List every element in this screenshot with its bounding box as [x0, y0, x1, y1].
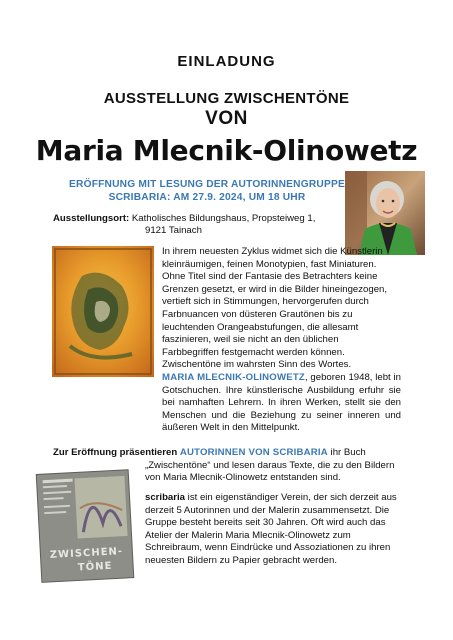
- opening-announcement-line1: ERÖFFNUNG MIT LESUNG DER AUTORINNENGRUPPE: [69, 179, 345, 190]
- opening-lead-rest: ihr Buch: [327, 447, 366, 458]
- scribaria-name: scribaria: [145, 492, 186, 503]
- artwork-image: [52, 246, 154, 377]
- opening-line3: von Maria Mlecnik-Olinowetz entstanden sind.: [145, 472, 341, 484]
- authors-group-name: AUTORINNEN VON SCRIBARIA: [179, 447, 328, 458]
- opening-announcement-line2: SCRIBARIA: AM 27.9. 2024, UM 18 UHR: [108, 192, 306, 203]
- exhibition-title: AUSSTELLUNG ZWISCHENTÖNE: [103, 90, 350, 107]
- venue-label: Ausstellungsort:: [53, 213, 130, 224]
- book-title-line1: ZWISCHEN-: [49, 546, 124, 561]
- artist-name-inline: MARIA MLECNIK-OLINOWETZ: [162, 372, 305, 383]
- von-label: VON: [205, 108, 248, 129]
- artist-portrait-photo: [345, 171, 425, 255]
- artist-name: Maria Mlecnik-Olinowetz: [35, 134, 418, 167]
- venue-info: [53, 213, 353, 237]
- venue-address-line2: 9121 Tainach: [145, 225, 202, 236]
- biography-text: , geboren 1948, lebt in Gotschuchen. Ihre künstlerische Ausbildung erfuhr sie bei namhaften Lehrern. In ihren Werken, stellt sie den Menschen und die Beziehung zu seiner inneren und äußeren Welt in den Mittelpunkt.: [162, 372, 401, 434]
- scribaria-text: ist ein eigenständiger Verein, der sich derzeit aus derzeit 5 Autorinnen und der Malerin zusammensetzt. Die Gruppe besteht bereits seit 30 Jahren. Oft wird auch das Atelier der Malerin Maria Mlecnik-Olinowetz zum Schreibraum, wenn Eindrücke und Assoziationen zu ihren neuesten Bildern zu Papier gebracht werden.: [145, 492, 397, 566]
- opening-lead: Zur Eröffnung präsentieren: [53, 447, 180, 458]
- venue-address-line1: Katholisches Bildungshaus, Propsteiweg 1,: [129, 213, 316, 224]
- book-title-line2: TÖNE: [77, 560, 113, 574]
- scribaria-description: [145, 492, 401, 568]
- artist-biography: [53, 372, 401, 435]
- book-cover-image: [33, 468, 140, 585]
- cycle-description: In ihrem neuesten Zyklus widmet sich die Künstlerin kleinräumigen, feinen Monotypien, fast Miniaturen. Ohne Titel sind der Fantasie des Betrachters keine Grenzen gesetzt, er wird in die Bilder hineingezogen, vertieft sich in Stimmungen, hervorgerufen durch Farbnuancen von düsteren Grautönen bis zu leuchtenden Orangeabstufungen, die allesamt faszinieren, weil sie nicht an den üblichen Farbbegriffen festgemacht werden können. Zwischentöne im wahrsten Sinn des Wortes.: [162, 246, 388, 371]
- invitation-heading: EINLADUNG: [177, 53, 276, 70]
- opening-line2: „Zwischentöne“ und lesen daraus Texte, die zu den Bildern: [145, 459, 395, 471]
